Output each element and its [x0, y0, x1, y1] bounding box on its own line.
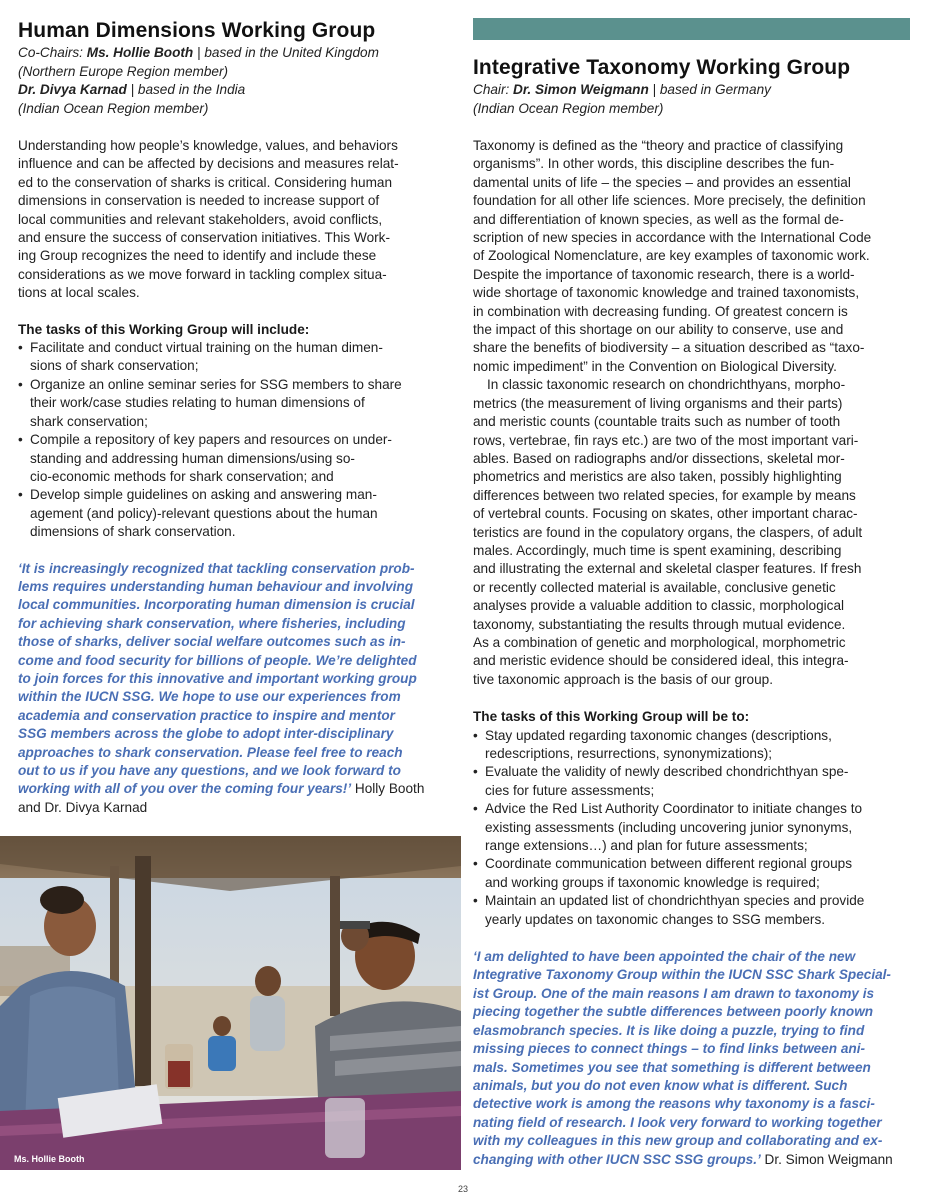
- text-line: and differentiation of known species, as well as the formal de-: [473, 211, 844, 227]
- text-line: and meristic evidence should be considered ideal, this integra-: [473, 653, 849, 669]
- bullet-icon: •: [18, 340, 23, 356]
- text-line: ‘It is increasingly recognized that tackling conservation prob-: [18, 560, 415, 576]
- task-line: Evaluate the validity of newly described chondrichthyan spe-: [485, 764, 849, 780]
- task-line: sions of shark conservation;: [30, 358, 199, 374]
- task-line: and working groups if taxonomic knowledge is required;: [485, 874, 820, 890]
- integrative-taxonomy-title: Integrative Taxonomy Working Group: [473, 56, 851, 79]
- text-line: lems requires understanding human behaviour and involving: [18, 578, 414, 594]
- chair-name: Dr. Simon Weigmann: [513, 82, 649, 97]
- text-line: ‘I am delighted to have been appointed the chair of the new: [473, 949, 856, 965]
- text-line: animals, but you do not even know what is different. Such: [473, 1077, 848, 1093]
- task-line: cio-economic methods for shark conservation; and: [30, 468, 334, 484]
- text-line: piecing together the subtle differences between poorly known: [473, 1004, 874, 1020]
- task-line: Coordinate communication between different regional groups: [485, 856, 853, 872]
- bullet-icon: •: [473, 856, 478, 872]
- text-line: SSG members across the globe to adopt inter-disciplinary: [18, 726, 394, 742]
- text-line: or recently collected material is available, conclusive genetic: [473, 579, 836, 595]
- task-item: [18, 486, 458, 541]
- right-tasks-list: [473, 727, 910, 929]
- text-line: Understanding how people’s knowledge, values, and behaviors: [18, 138, 398, 153]
- text-line: organisms”. In other words, this discipline describes the fun-: [473, 156, 835, 172]
- left-quote: ‘It is increasingly recognized that tackling conservation prob- lems requires understanding human behaviour and involving local communities. Incorporating human dimension is crucial for achieving shark conservation, where fisheries, including those of sharks, deliver social welfare outcomes such as in- come and food security for billions of people. We’re delighted to join forces for this innovative and important working group within the IUCN SSG. We hope to use our experiences from academia and conservation practice to inspire and mentor SSG members across the globe to adopt inter-disciplinary approaches to shark conservation. Please feel free to reach out to us if you have any questions, and we look forward to working with all of you over the coming four years!’ Holly Booth and Dr. Divya Karnad: [18, 560, 425, 815]
- task-line: existing assessments (including uncovering junior synonyms,: [485, 819, 853, 835]
- text-line: tive taxonomic approach is the basis of our group.: [473, 671, 773, 687]
- text-line: those of sharks, deliver social welfare outcomes such as in-: [18, 634, 406, 650]
- text-line: detective work is among the reasons why taxonomy is a fasci-: [473, 1096, 875, 1112]
- task-line: Develop simple guidelines on asking and answering man-: [30, 487, 377, 503]
- text-line: mals. Sometimes you see that something is different between: [473, 1059, 871, 1075]
- text-line: Taxonomy is defined as the “theory and practice of classifying: [473, 138, 844, 153]
- text-line: to join forces for this innovative and important working group: [18, 670, 417, 686]
- text-line: teristics are found in the copulatory organs, the claspers, of adult: [473, 524, 863, 540]
- task-line: redescriptions, resurrections, synonymizations);: [485, 746, 773, 761]
- text-line: taxonomy, substantiating the results through mutual evidence.: [473, 616, 846, 632]
- text-line: in combination with decreasing funding. Of greatest concern is: [473, 303, 848, 319]
- text-line: nating field of research. I look very forward to working together: [473, 1114, 882, 1130]
- task-line: standing and addressing human dimensions/using so-: [30, 450, 355, 466]
- task-line: Organize an online seminar series for SSG members to share: [30, 376, 402, 392]
- task-line: Compile a repository of key papers and resources on under-: [30, 432, 392, 448]
- task-item: [473, 855, 910, 892]
- text-line: scription of new species in accordance with the International Code: [473, 230, 872, 246]
- text-line: phometrics and meristics are also taken, possibly highlighting: [473, 469, 842, 485]
- task-line: cies for future assessments;: [485, 782, 655, 798]
- text-line: nomic impediment” in the Convention on Biological Diversity.: [473, 358, 837, 374]
- photo-caption: Ms. Hollie Booth: [14, 1154, 85, 1164]
- text-line: with my colleagues in this new group and collaborating and ex-: [473, 1133, 883, 1149]
- text-line: In classic taxonomic research on chondrichthyans, morpho-: [487, 377, 846, 393]
- right-quote: [473, 948, 910, 1169]
- task-item: [473, 800, 910, 855]
- human-dimensions-intro: [18, 137, 458, 303]
- text-line: and ensure the success of conservation initiatives. This Work-: [18, 230, 390, 246]
- text-line: dimensions in conservation is needed to increase support of: [18, 193, 380, 209]
- task-item: [18, 376, 458, 431]
- human-dimensions-column: [18, 0, 458, 817]
- text-line: elasmobranch species. It is like doing a puzzle, trying to find: [473, 1022, 865, 1038]
- human-dimensions-title: Human Dimensions Working Group: [18, 19, 376, 42]
- left-quote-attribution: Holly Booth: [351, 781, 425, 797]
- text-line: academia and conservation practice to inspire and mentor: [18, 707, 395, 723]
- cochairs-info: Co-Chairs: Ms. Hollie Booth | based in the United Kingdom (Northern Europe Region member) Dr. Divya Karnad | based in the India (Indian Ocean Region member): [18, 45, 379, 116]
- task-item: [18, 431, 458, 486]
- text-line: working with all of you over the coming four years!’: [18, 781, 352, 797]
- left-tasks-title: The tasks of this Working Group will include:: [18, 321, 310, 337]
- text-line: of vertebral counts. Focusing on skates, other important charac-: [473, 506, 858, 522]
- bullet-icon: •: [18, 487, 23, 503]
- text-line: changing with other IUCN SSC SSG groups.’: [473, 1151, 761, 1167]
- text-line: Despite the importance of taxonomic research, there is a world-: [473, 266, 855, 282]
- task-line: Advice the Red List Authority Coordinator to initiate changes to: [485, 801, 863, 817]
- text-line: influence and can be affected by decisions and measures relat-: [18, 156, 399, 172]
- text-line: ist Group. One of the main reasons I am drawn to taxonomy is: [473, 985, 875, 1001]
- right-tasks-title: The tasks of this Working Group will be to:: [473, 709, 750, 725]
- text-line: come and food security for billions of people. We’re delighted: [18, 652, 417, 668]
- text-line: wide shortage of taxonomic knowledge and trained taxonomists,: [473, 285, 860, 301]
- text-line: and illustrating the external and skeletal clasper features. If fresh: [473, 561, 862, 577]
- task-item: [473, 727, 910, 764]
- page-number: 23: [457, 1184, 468, 1194]
- task-item: [18, 339, 458, 376]
- left-tasks-list: [18, 339, 458, 541]
- chair2-name: Dr. Divya Karnad: [18, 82, 127, 97]
- bullet-icon: •: [473, 801, 478, 817]
- text-line: the impact of this shortage on our ability to conserve, use and: [473, 322, 844, 338]
- text-line: males. Accordingly, much time is spent examining, describing: [473, 542, 842, 558]
- taxonomy-paragraph-2: [473, 376, 910, 689]
- text-line: ing Group recognizes the need to identify and include these: [18, 248, 377, 264]
- bullet-icon: •: [473, 727, 478, 743]
- text-line: within the IUCN SSG. We hope to use our experiences from: [18, 689, 401, 705]
- task-line: range extensions…) and plan for future assessments;: [485, 838, 808, 854]
- taxonomy-paragraph-1: [473, 137, 910, 376]
- task-line: shark conservation;: [30, 413, 148, 429]
- text-line: rows, vertebrae, fin rays etc.) are two of the most important vari-: [473, 432, 859, 448]
- field-photo: [0, 836, 461, 1170]
- text-line: foundation for all other life sciences. More precisely, the definition: [473, 193, 866, 209]
- task-line: Maintain an updated list of chondrichthyan species and provide: [485, 893, 865, 909]
- task-line: Stay updated regarding taxonomic changes (descriptions,: [485, 727, 832, 743]
- text-line: differences between two related species, for example by means: [473, 487, 856, 503]
- chair1-name: Ms. Hollie Booth: [86, 45, 194, 60]
- task-item: [473, 763, 910, 800]
- text-line: local communities. Incorporating human dimension is crucial: [18, 597, 415, 613]
- text-line: approaches to shark conservation. Please feel free to reach: [18, 744, 403, 760]
- bullet-icon: •: [473, 764, 478, 780]
- text-line: local communities and relevant stakeholders, avoid conflicts,: [18, 211, 383, 227]
- right-quote-attribution: Dr. Simon Weigmann: [760, 1151, 893, 1167]
- text-line: of Zoological Nomenclature, are key examples of taxonomic work.: [473, 248, 870, 264]
- text-line: and meristic counts (countable traits such as number of tooth: [473, 414, 841, 430]
- bullet-icon: •: [18, 376, 23, 392]
- task-item: [473, 892, 910, 929]
- text-line: ed to the conservation of sharks is critical. Considering human: [18, 174, 393, 190]
- text-line: missing pieces to connect things – to find links between ani-: [473, 1041, 866, 1057]
- text-line: analyses provide a valuable addition to classic, morphological: [473, 598, 845, 614]
- task-line: Facilitate and conduct virtual training on the human dimen-: [30, 340, 383, 356]
- text-line: tions at local scales.: [18, 285, 140, 301]
- text-line: out to us if you have any questions, and we look forward to: [18, 763, 401, 778]
- text-line: metrics (the measurement of living organisms and their parts): [473, 395, 843, 411]
- text-line: share the benefits of biodiversity – a situation described as “taxo-: [473, 340, 865, 356]
- task-line: agement (and policy)-relevant questions about the human: [30, 505, 378, 521]
- task-line: their work/case studies relating to human dimensions of: [30, 395, 365, 411]
- text-line: damental units of life – the species – and provides an essential: [473, 174, 851, 190]
- text-line: for achieving shark conservation, where fisheries, including: [18, 615, 406, 631]
- text-line: considerations as we move forward in tackling complex situa-: [18, 266, 387, 282]
- text-line: ables. Based on radiographs and/or dissections, skeletal mor-: [473, 450, 845, 466]
- bullet-icon: •: [18, 432, 23, 448]
- bullet-icon: •: [473, 893, 478, 909]
- photo-hollie-booth: [0, 836, 461, 1170]
- text-line: As a combination of genetic and morphological, morphometric: [473, 634, 846, 650]
- chair-info: Chair: Dr. Simon Weigmann | based in Germany (Indian Ocean Region member): [473, 82, 771, 116]
- task-line: dimensions of shark conservation.: [30, 524, 236, 540]
- integrative-taxonomy-column: [473, 0, 910, 1169]
- text-line: Integrative Taxonomy Group within the IUCN SSC Shark Special-: [473, 967, 891, 983]
- task-line: yearly updates on taxonomic changes to SSG members.: [485, 911, 826, 927]
